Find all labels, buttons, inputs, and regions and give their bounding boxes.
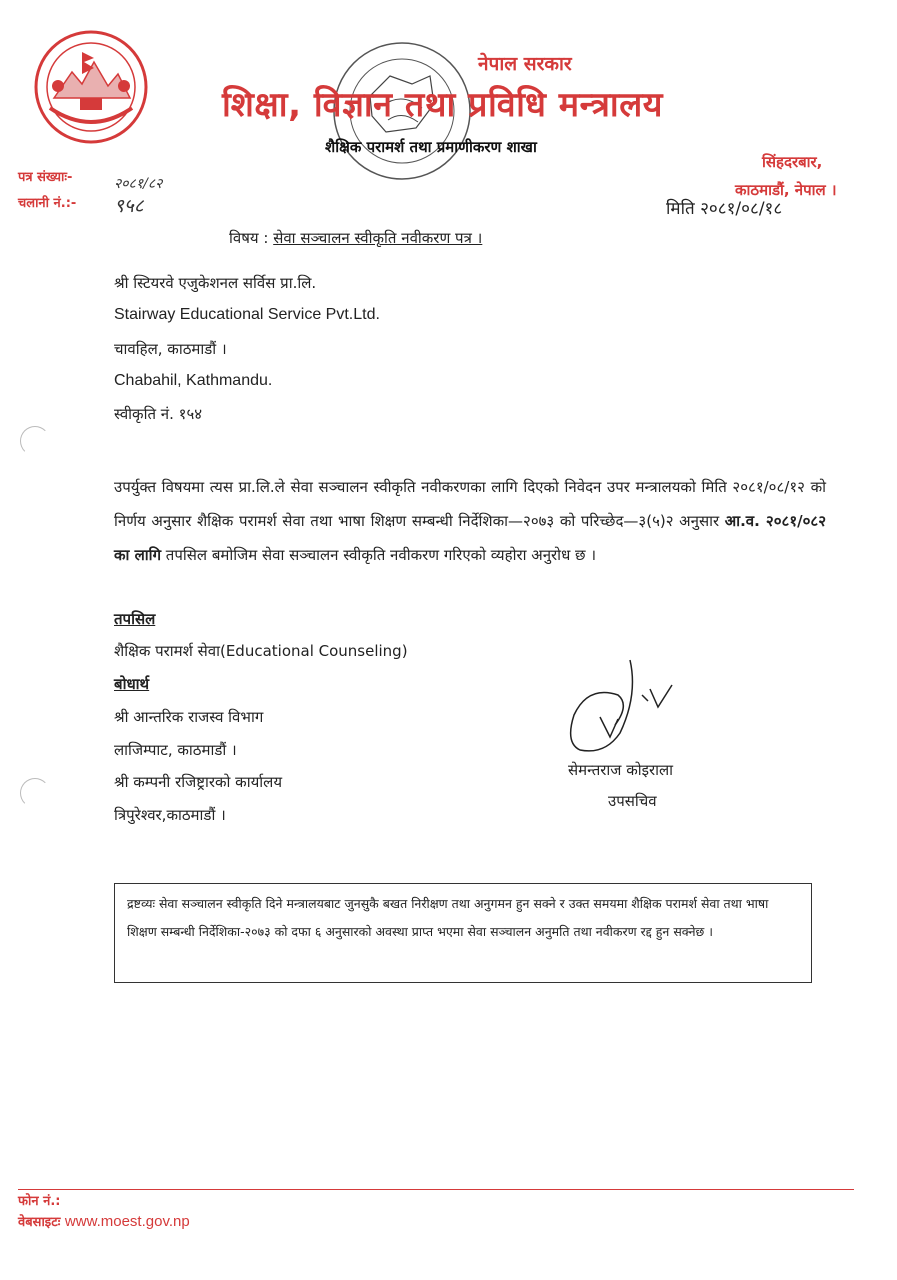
note-box: द्रष्टव्यः सेवा सञ्चालन स्वीकृति दिने मन्त्रालयबाट जुनसुकै बखत निरीक्षण तथा अनुगमन हुन सक्ने र उक्त समयमा शैक्षिक परामर्श सेवा तथा भाषा शिक्षण सम्बन्धी निर्देशिका-२०७३ को दफा ६ अनुसारको अवस्था प्राप्त भएमा सेवा सञ्चालन अनुमति तथा नवीकरण रद्द हुन सक्नेछ ।	[114, 883, 812, 983]
handwritten-signature	[560, 655, 690, 765]
body-text-2: तपसिल बमोजिम सेवा सञ्चालन स्वीकृति नवीकरण गरिएको व्यहोरा अनुरोध छ ।	[165, 546, 597, 564]
body-text-bold: आ.व. २०८१/०८२ का लागि	[114, 512, 826, 564]
recipient-line: Chabahil, Kathmandu.	[114, 372, 273, 389]
phone-label: फोन नं.:	[18, 1194, 61, 1209]
subject-line	[229, 228, 482, 248]
signatory-title: उपसचिव	[608, 792, 657, 810]
website-line	[18, 1212, 190, 1230]
body-paragraph	[114, 470, 826, 572]
letter-no-value: २०८१/८२	[114, 176, 163, 192]
website-link[interactable]: www.moest.gov.np	[64, 1213, 190, 1230]
recipient-line: Stairway Educational Service Pvt.Ltd.	[114, 306, 380, 323]
website-label: वेबसाइटः	[18, 1215, 61, 1230]
dispatch-no-value: ९५८	[114, 195, 144, 217]
punch-hole-mark	[20, 778, 50, 808]
signatory-name: सेमन्तराज कोइराला	[568, 761, 674, 779]
letter-no-label: पत्र संख्याः-	[18, 170, 73, 185]
details-heading: तपसिल	[114, 610, 156, 628]
footer-divider	[18, 1189, 854, 1190]
punch-hole-mark	[20, 426, 50, 456]
cc-line: त्रिपुरेश्वर,काठमाडौं ।	[114, 806, 226, 824]
subject-label: विषय :	[229, 229, 269, 247]
address-line-1: सिंहदरबार,	[762, 153, 823, 171]
cc-line: श्री आन्तरिक राजस्व विभाग	[114, 708, 264, 726]
nepal-emblem-logo	[32, 28, 150, 146]
dispatch-no-label: चलानी नं.:-	[18, 196, 77, 211]
letter-date: मिति २०८१/०८/१८	[666, 199, 783, 219]
branch-name: शैक्षिक परामर्श तथा प्रमाणीकरण शाखा	[325, 138, 537, 156]
ministry-name: शिक्षा, विज्ञान तथा प्रविधि मन्त्रालय	[222, 85, 663, 125]
details-item: शैक्षिक परामर्श सेवा(Educational Counseling)	[114, 642, 408, 660]
address-line-2: काठमाडौं, नेपाल ।	[735, 181, 837, 199]
recipient-line: श्री स्टियरवे एजुकेशनल सर्विस प्रा.लि.	[114, 274, 317, 292]
government-name: नेपाल सरकार	[478, 53, 572, 75]
recipient-line: स्वीकृति नं. १५४	[114, 405, 203, 423]
cc-line: श्री कम्पनी रजिष्ट्रारको कार्यालय	[114, 773, 283, 791]
cc-heading: बोधार्थ	[114, 675, 150, 693]
cc-line: लाजिम्पाट, काठमाडौं ।	[114, 741, 237, 759]
subject-text: सेवा सञ्चालन स्वीकृति नवीकरण पत्र ।	[273, 229, 483, 247]
body-text-1: उपर्युक्त विषयमा त्यस प्रा.लि.ले सेवा सञ्चालन स्वीकृति नवीकरणका लागि दिएको निवेदन उपर मन्त्रालयको मिति २०८१/०८/१२ को निर्णय अनुसार शैक्षिक परामर्श सेवा तथा भाषा शिक्षण सम्बन्धी निर्देशिका—२०७३ को परिच्छेद—३(५)२ अनुसार	[114, 478, 826, 530]
recipient-line: चावहिल, काठमाडौं ।	[114, 340, 227, 358]
